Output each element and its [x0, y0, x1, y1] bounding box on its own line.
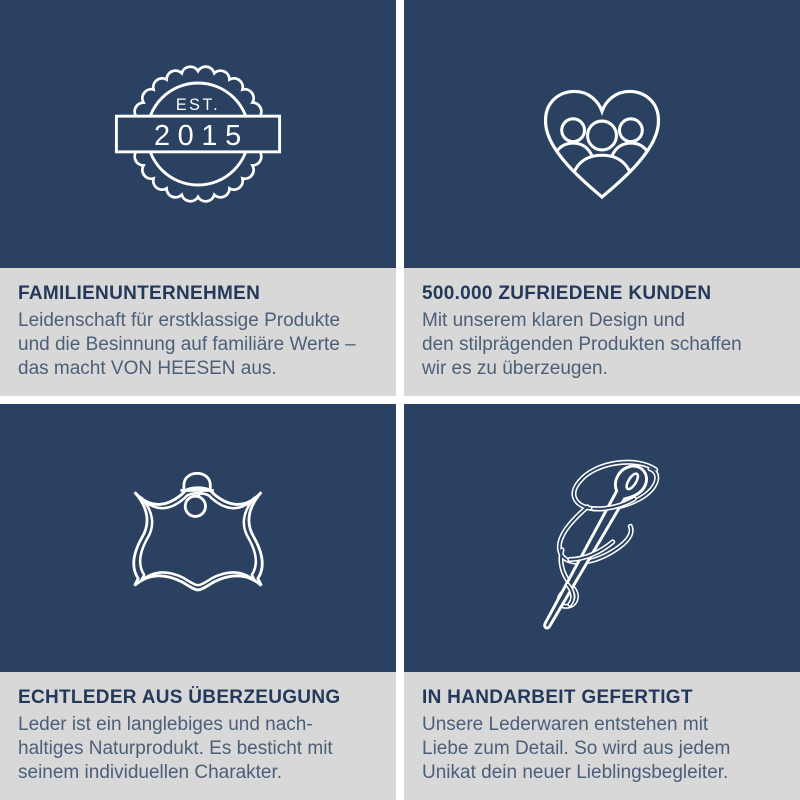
feature-text-line: Mit unserem klaren Design und	[422, 310, 685, 331]
feature-text-line: Liebe zum Detail. So wird aus jedem	[422, 738, 731, 759]
feature-text-line: wir es zu überzeugen.	[422, 358, 608, 379]
icon-panel-handmade	[404, 404, 800, 672]
feature-card-handmade	[404, 404, 800, 800]
icon-panel-customers	[404, 0, 800, 268]
feature-text-line: seinem individuellen Charakter.	[18, 762, 283, 783]
feature-text-line: haltiges Naturprodukt. Es besticht mit	[18, 738, 333, 759]
feature-card-family	[0, 0, 396, 396]
feature-text-line: Unsere Lederwaren entstehen mit	[422, 714, 709, 735]
badge-est-label: EST.	[175, 96, 221, 115]
feature-text-line: Unikat dein neuer Lieblingsbegleiter.	[422, 762, 729, 783]
feature-heading: ECHTLEDER AUS ÜBERZEUGUNG	[18, 687, 341, 708]
heart-family-icon	[518, 58, 686, 210]
text-panel-handmade	[404, 672, 800, 800]
leather-hide-icon	[110, 446, 286, 630]
feature-card-leather	[0, 404, 396, 800]
icon-panel-family	[0, 0, 396, 268]
feature-heading: IN HANDARBEIT GEFERTIGT	[422, 687, 693, 708]
badge-year-label: 2015	[153, 120, 249, 153]
feature-text-line: das macht VON HEESEN aus.	[18, 358, 277, 379]
text-panel-leather	[0, 672, 396, 800]
text-panel-family	[0, 268, 396, 396]
feature-card-customers	[404, 0, 800, 396]
feature-text-line: Leidenschaft für erstklassige Produkte	[18, 310, 341, 331]
feature-text-line: den stilprägenden Produkten schaffen	[422, 334, 742, 355]
feature-text-line: Leder ist ein langlebiges und nach-	[18, 714, 313, 735]
icon-panel-leather	[0, 404, 396, 672]
needle-thread-icon	[519, 440, 685, 636]
feature-text-line: und die Besinnung auf familiäre Werte –	[18, 334, 356, 355]
est-2015-badge-icon	[112, 49, 284, 219]
feature-heading: FAMILIENUNTERNEHMEN	[18, 283, 261, 304]
feature-heading: 500.000 ZUFRIEDENE KUNDEN	[422, 283, 712, 304]
text-panel-customers	[404, 268, 800, 396]
